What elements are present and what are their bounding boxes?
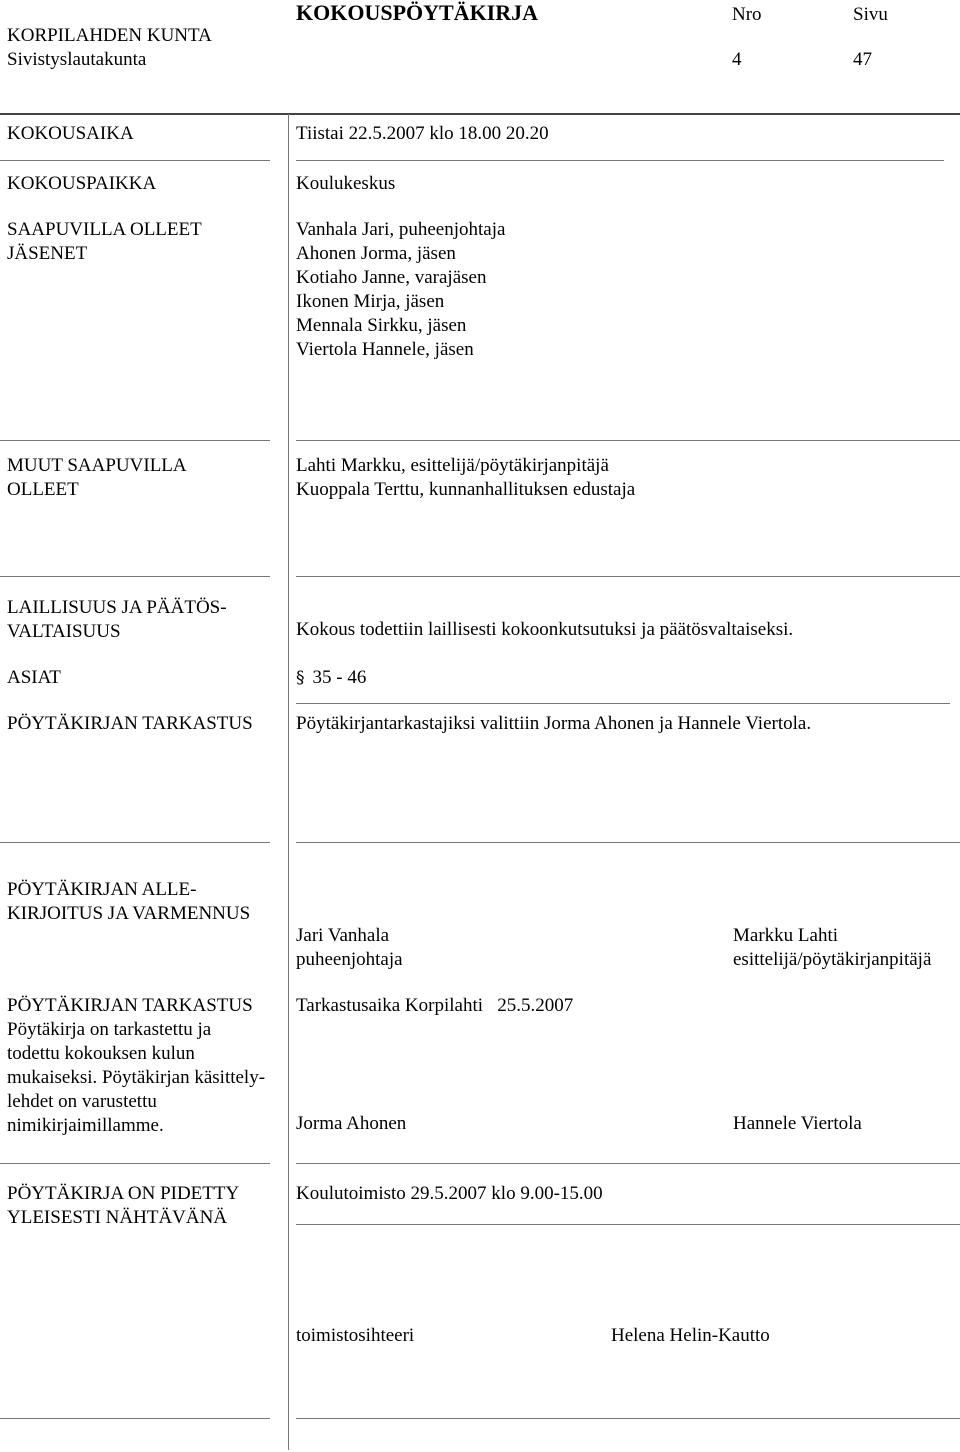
signer-role: esittelijä/pöytäkirjanpitäjä: [733, 949, 932, 970]
list-item: Viertola Hannele, jäsen: [296, 339, 474, 360]
list-item: Mennala Sirkku, jäsen: [296, 315, 467, 336]
row-divider: [0, 160, 270, 161]
signing-label: PÖYTÄKIRJAN ALLE- KIRJOITUS JA VARMENNUS: [7, 879, 251, 924]
verification-block: PÖYTÄKIRJAN TARKASTUS Pöytäkirja on tarkastettu ja todettu kokouksen kulun mukaiseksi. Pöytäkirjan käsittely- lehdet on varustettu nimikirjaimillamme.: [7, 995, 266, 1136]
items-value: § 35 - 46: [296, 667, 367, 688]
meeting-time-value: Tiistai 22.5.2007 klo 18.00 20.20: [296, 123, 549, 144]
members-label: SAAPUVILLA OLLEET JÄSENET: [7, 219, 202, 264]
public-label: PÖYTÄKIRJA ON PIDETTY YLEISESTI NÄHTÄVÄNÄ: [7, 1183, 240, 1228]
municipality-name: KORPILAHDEN KUNTA: [7, 25, 212, 46]
verification-label: PÖYTÄKIRJAN TARKASTUS: [7, 995, 253, 1016]
others-list: [296, 454, 635, 502]
list-item: Ahonen Jorma, jäsen: [296, 243, 456, 264]
list-item: Kuoppala Terttu, kunnanhallituksen edustaja: [296, 479, 636, 500]
meeting-time-label: KOKOUSAIKA: [7, 123, 134, 144]
items-label: ASIAT: [7, 667, 61, 688]
certifier-title: toimistosihteeri: [296, 1325, 415, 1346]
certifier-name: Helena Helin-Kautto: [611, 1325, 770, 1346]
inspection-value: Pöytäkirjantarkastajiksi valittiin Jorma Ahonen ja Hannele Viertola.: [296, 713, 812, 734]
signer-secretary: [733, 924, 931, 972]
sivu-label: Sivu: [853, 4, 888, 25]
meeting-place-value: Koulukeskus: [296, 173, 396, 194]
row-divider: [296, 160, 944, 161]
row-divider: [0, 1163, 270, 1164]
meeting-place-label: KOKOUSPAIKKA: [7, 173, 157, 194]
nro-label: Nro: [732, 4, 762, 25]
signer-chair: [296, 924, 403, 972]
row-divider: [296, 440, 960, 441]
row-divider: [0, 842, 270, 843]
row-divider: [0, 576, 270, 577]
sivu-value: 47: [853, 49, 872, 70]
signer-name: Jari Vanhala: [296, 925, 390, 946]
row-divider: [0, 440, 270, 441]
row-divider: [0, 1418, 270, 1419]
row-divider: [296, 1418, 960, 1419]
header-divider: [0, 113, 960, 115]
row-divider: [296, 1163, 960, 1164]
document-title: KOKOUSPÖYTÄKIRJA: [296, 0, 539, 25]
nro-value: 4: [732, 49, 742, 70]
list-item: Ikonen Mirja, jäsen: [296, 291, 445, 312]
legality-value: Kokous todettiin laillisesti kokoonkutsutuksi ja päätösvaltaiseksi.: [296, 619, 794, 640]
board-name: Sivistyslautakunta: [7, 49, 147, 70]
list-item: Kotiaho Janne, varajäsen: [296, 267, 487, 288]
list-item: Vanhala Jari, puheenjohtaja: [296, 219, 506, 240]
others-label: MUUT SAAPUVILLA OLLEET: [7, 455, 187, 500]
column-divider: [288, 114, 289, 1450]
row-divider: [296, 1224, 960, 1225]
inspection-label: PÖYTÄKIRJAN TARKASTUS: [7, 713, 253, 734]
inspector-name: Jorma Ahonen: [296, 1113, 407, 1134]
legality-label: LAILLISUUS JA PÄÄTÖS- VALTAISUUS: [7, 597, 227, 642]
inspector-name: Hannele Viertola: [733, 1113, 862, 1134]
section-sign: §: [296, 668, 305, 688]
members-list: [296, 218, 505, 362]
row-divider: [296, 842, 960, 843]
verification-time: Tarkastusaika Korpilahti 25.5.2007: [296, 995, 574, 1016]
public-value: Koulutoimisto 29.5.2007 klo 9.00-15.00: [296, 1183, 603, 1204]
list-item: Lahti Markku, esittelijä/pöytäkirjanpitäjä: [296, 455, 609, 476]
row-divider: [296, 703, 950, 704]
signer-role: puheenjohtaja: [296, 949, 403, 970]
signer-name: Markku Lahti: [733, 925, 839, 946]
row-divider: [296, 576, 960, 577]
